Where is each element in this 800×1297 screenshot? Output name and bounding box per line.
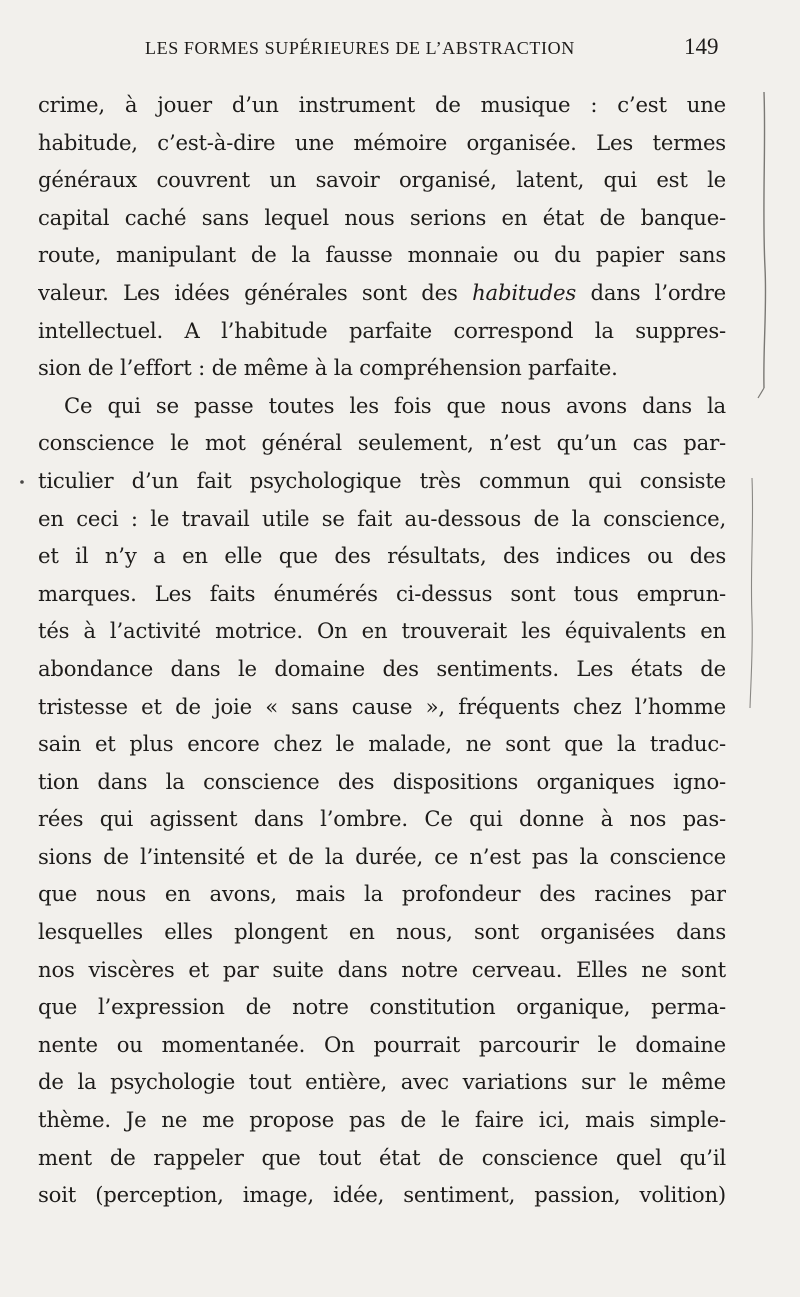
margin-dot-mark — [18, 478, 26, 486]
text-line: habitude, c’est-à-dire une mémoire organisée. Les termes — [38, 129, 726, 155]
text-line: de la psychologie tout entière, avec variations sur le même — [38, 1069, 726, 1095]
text-line: nente ou momentanée. On pourrait parcourir le domaine — [38, 1031, 726, 1057]
margin-pencil-mark — [742, 88, 782, 768]
text-line: ticulier d’un fait psychologique très commun qui consiste — [38, 467, 726, 493]
text-line: tristesse et de joie « sans cause », fréquents chez l’homme — [38, 693, 726, 719]
text-line: abondance dans le domaine des sentiments. Les états de — [38, 655, 726, 681]
page-number: 149 — [684, 34, 719, 59]
text-line: sions de l’intensité et de la durée, ce n’est pas la conscience — [38, 843, 726, 869]
text-line: et il n’y a en elle que des résultats, des indices ou des — [38, 543, 726, 569]
text-line: tés à l’activité motrice. On en trouverait les équivalents en — [38, 618, 726, 644]
text-line: tion dans la conscience des dispositions organiques igno- — [38, 768, 726, 794]
text-line: intellectuel. A l’habitude parfaite correspond la suppres- — [38, 317, 726, 343]
body-text — [38, 86, 726, 1214]
text-line: Ce qui se passe toutes les fois que nous avons dans la — [64, 392, 726, 418]
text-line: conscience le mot général seulement, n’est qu’un cas par- — [38, 430, 726, 456]
text-line — [38, 274, 726, 312]
running-title: LES FORMES SUPÉRIEURES DE L’ABSTRACTION — [145, 38, 575, 58]
text-line: soit (perception, image, idée, sentiment, passion, volition) — [38, 1182, 726, 1208]
text-line: crime, à jouer d’un instrument de musique : c’est une — [38, 92, 726, 117]
text-line: lesquelles elles plongent en nous, sont organisées dans — [38, 919, 726, 945]
text-line: marques. Les faits énumérés ci-dessus sont tous emprun- — [38, 580, 726, 606]
text-line: capital caché sans lequel nous serions en état de banque- — [38, 204, 726, 230]
italic-term: habitudes — [472, 279, 577, 305]
text-line: ment de rappeler que tout état de conscience quel qu’il — [38, 1144, 726, 1170]
text-line: route, manipulant de la fausse monnaie ou du papier sans — [38, 242, 726, 268]
text-line: rées qui agissent dans l’ombre. Ce qui donne à nos pas- — [38, 806, 726, 832]
text-line: sain et plus encore chez le malade, ne sont que la traduc- — [38, 731, 726, 757]
text-line: généraux couvrent un savoir organisé, latent, qui est le — [38, 167, 726, 193]
text-line: thème. Je ne me propose pas de le faire ici, mais simple- — [38, 1107, 726, 1133]
text-segment: valeur. Les idées générales sont des — [38, 279, 473, 305]
text-segment: dans l’ordre — [576, 279, 726, 305]
text-line: que l’expression de notre constitution organique, perma- — [38, 994, 726, 1020]
text-line: nos viscères et par suite dans notre cerveau. Elles ne sont — [38, 956, 726, 982]
text-line: sion de l’effort : de même à la compréhension parfaite. — [38, 355, 618, 381]
text-line: en ceci : le travail utile se fait au-dessous de la conscience, — [38, 505, 726, 531]
text-line: que nous en avons, mais la profondeur des racines par — [38, 881, 726, 907]
